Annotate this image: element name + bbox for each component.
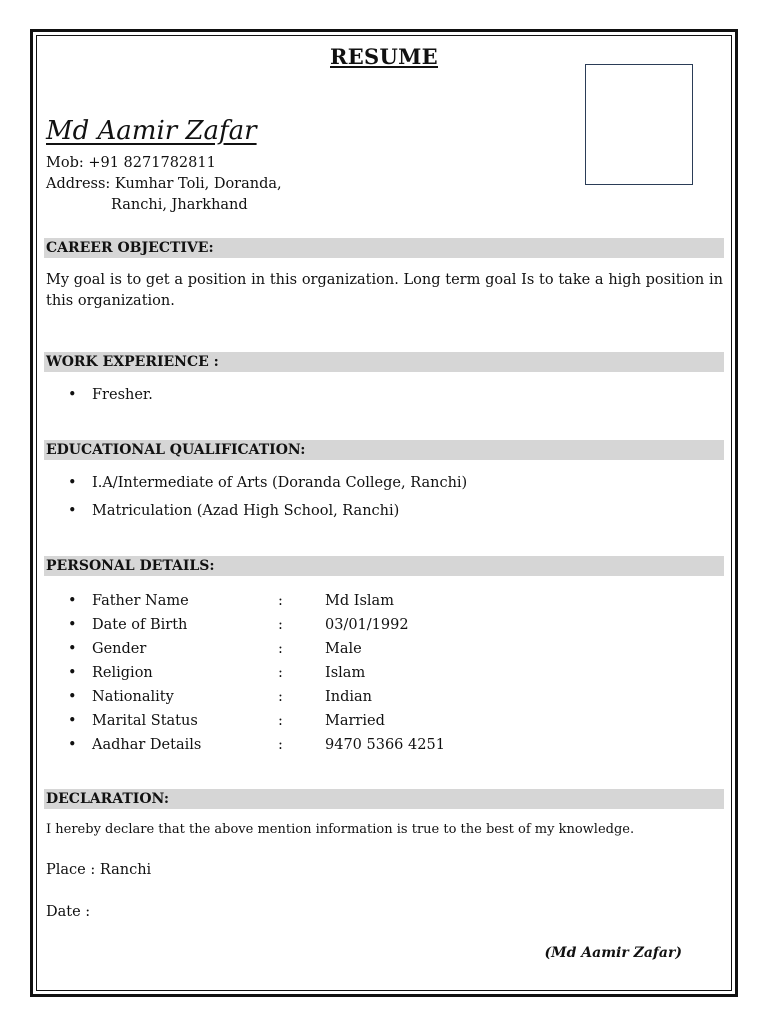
- personal-detail-row: • Nationality : Indian: [70, 687, 730, 707]
- personal-detail-row: • Father Name : Md Islam: [70, 591, 730, 611]
- section-career-objective: CAREER OBJECTIVE:: [44, 238, 724, 258]
- personal-detail-row: • Marital Status : Married: [70, 711, 730, 731]
- candidate-name: Md Aamir Zafar: [46, 116, 257, 146]
- personal-detail-row: • Date of Birth : 03/01/1992: [70, 615, 730, 635]
- personal-detail-row: • Religion : Islam: [70, 663, 730, 683]
- career-objective-text: My goal is to get a position in this organization. Long term goal Is to take a high position in this organization.: [46, 272, 723, 309]
- address-line-1: Address: Kumhar Toli, Doranda,: [46, 176, 282, 192]
- photo-placeholder: [585, 64, 693, 185]
- place-line: Place : Ranchi: [46, 862, 152, 878]
- address-line-2: Ranchi, Jharkhand: [111, 197, 248, 213]
- section-declaration: DECLARATION:: [44, 789, 724, 809]
- date-line: Date :: [46, 904, 91, 920]
- mobile-number: Mob: +91 8271782811: [46, 155, 216, 171]
- declaration-text: I hereby declare that the above mention information is true to the best of my knowledge.: [46, 822, 635, 837]
- document-title: RESUME: [330, 44, 438, 69]
- personal-detail-row: • Aadhar Details : 9470 5366 4251: [70, 735, 730, 755]
- section-work-experience: WORK EXPERIENCE :: [44, 352, 724, 372]
- personal-detail-row: • Gender : Male: [70, 639, 730, 659]
- section-personal-details: PERSONAL DETAILS:: [44, 556, 724, 576]
- signature-name: (Md Aamir Zafar): [544, 945, 682, 961]
- section-education: EDUCATIONAL QUALIFICATION:: [44, 440, 724, 460]
